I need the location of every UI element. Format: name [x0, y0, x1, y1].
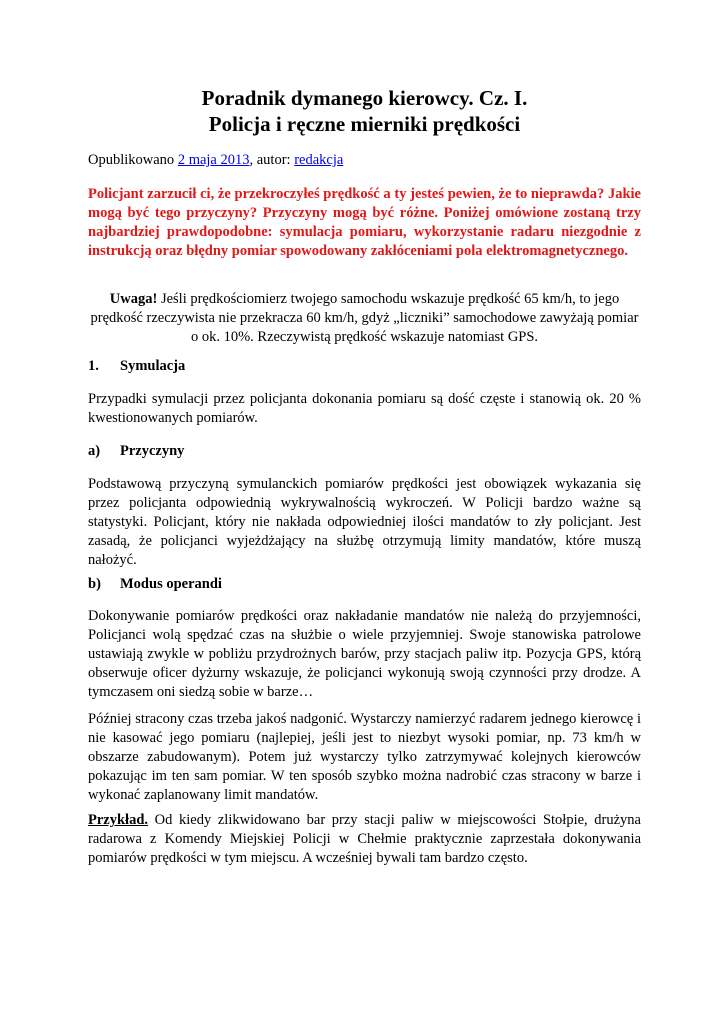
title-line-1: Poradnik dymanego kierowcy. Cz. I.	[201, 86, 528, 110]
paragraph-modus-2: Później stracony czas trzeba jakoś nadgonić. Wystarczy namierzyć radarem jednego kierowcę i nie kasować jego pomiaru (najlepiej, jeśli jest to niezbyt wysoki pomiar, np. 73 km/h w obszarze zabudowanym). Potem już wystarczy tylko zatrzymywać kolejnych kierowców pokazując im ten sam pomiar. W ten sposób szybko można nadrobić czas stracony w barze i wykonać zaplanowany limit mandatów.	[88, 711, 641, 803]
date-link[interactable]: 2 maja 2013	[177, 152, 250, 168]
publication-info	[88, 151, 343, 169]
author-link[interactable]: redakcja	[294, 152, 344, 168]
paragraph-causes: Podstawową przyczyną symulanckich pomiarów prędkości jest obowiązek wykazania się przez policjanta odpowiednią wykrywalnością wykroczeń. W Policji bardzo ważne są statystyki. Policjant, który nie nakłada odpowiedniej ilości mandatów to zły policjant. Jest zasadą, że policjanci wyjeżdżający na służbę otrzymują limity mandatów, które muszą nałożyć.	[88, 476, 641, 568]
section-number: b)	[88, 576, 101, 592]
section-title: Przyczyny	[120, 443, 185, 459]
note-label: Uwaga!	[109, 291, 158, 307]
published-prefix: Opublikowano	[88, 152, 178, 168]
section-number: 1.	[88, 358, 99, 374]
paragraph-example	[88, 811, 641, 868]
paragraph-simulation: Przypadki symulacji przez policjanta dokonania pomiaru są dość częste i stanowią ok. 20 % kwestionowanych pomiarów.	[88, 391, 641, 426]
author-prefix: , autor:	[249, 152, 295, 168]
section-title: Modus operandi	[120, 576, 222, 592]
section-heading-a	[88, 442, 184, 460]
example-text: Od kiedy zlikwidowano bar przy stacji paliw w miejscowości Stołpie, drużyna radarowa z Komendy Miejskiej Policji w Chełmie praktycznie zaprzestała dokonywania pomiarów prędkości w tym miejscu. A wcześniej bywali tam bardzo często.	[88, 812, 641, 866]
section-heading-1	[88, 357, 185, 375]
note-text: Jeśli prędkościomierz twojego samochodu wskazuje prędkość 65 km/h, to jego prędkość rzeczywista nie przekracza 60 km/h, gdyż „liczniki” samochodowe zawyżają pomiar o ok. 10%. Rzeczywistą prędkość wskazuje natomiast GPS.	[90, 291, 639, 345]
section-heading-b	[88, 575, 222, 593]
paragraph-modus-1: Dokonywanie pomiarów prędkości oraz nakładanie mandatów nie należą do przyjemności, Policjanci wolą spędzać czas na służbie o wiele przyjemniej. Swoje stanowiska patrolowe ustawiają zwykle w pobliżu przydrożnych barów, przy stacjach paliw itp. Pozycja GPS, którą obserwuje oficer dyżurny wskazuje, że policjanci wykonują swoją czynności przy drodze. A tymczasem oni siedzą sobie w barze…	[88, 608, 641, 700]
section-number: a)	[88, 443, 101, 459]
lead-paragraph: Policjant zarzucił ci, że przekroczyłeś prędkość a ty jesteś pewien, że to nieprawda? Jakie mogą być tego przyczyny? Przyczyny mogą być różne. Poniżej omówione zostaną trzy najbardziej prawdopodobne: symulacja pomiaru, wykorzystanie radaru niezgodnie z instrukcją oraz błędny pomiar spowodowany zakłóceniami pola elektromagnetycznego.	[88, 186, 641, 259]
example-label: Przykład.	[88, 812, 149, 828]
title-line-2: Policja i ręczne mierniki prędkości	[208, 112, 521, 136]
note-paragraph	[88, 290, 641, 347]
section-title: Symulacja	[120, 358, 186, 374]
